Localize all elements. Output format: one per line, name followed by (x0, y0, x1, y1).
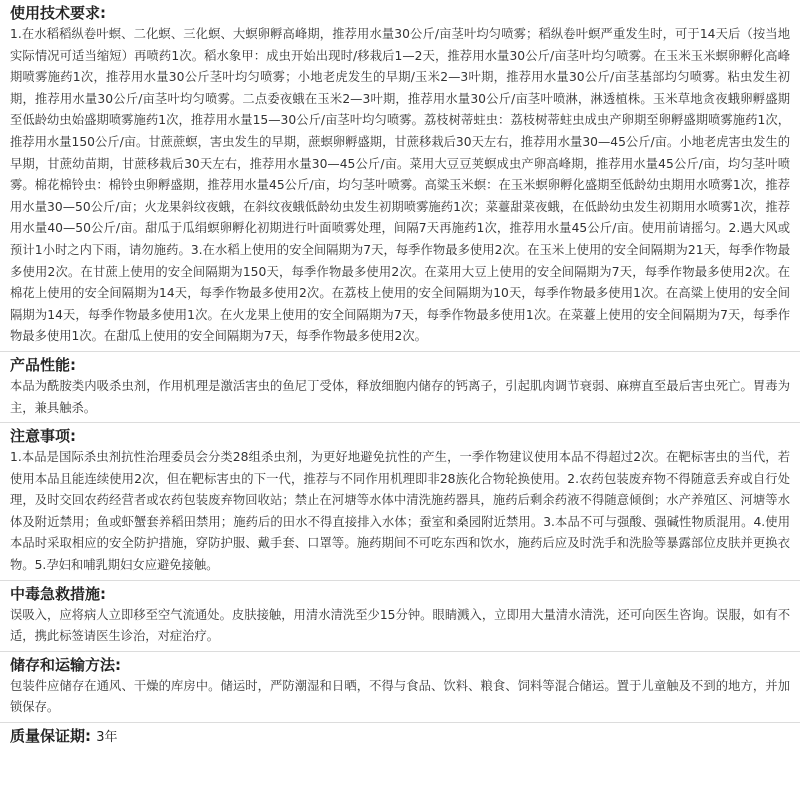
performance-section (0, 352, 800, 423)
usage-section (0, 0, 800, 352)
precautions-section (0, 423, 800, 581)
first-aid-heading: 中毒急救措施: (10, 584, 106, 603)
usage-text: 1.在水稻稻纵卷叶螟、二化螟、三化螟、大螟卵孵高峰期，推荐用水量30公斤/亩茎叶均匀喷雾；稻纵卷叶螟严重发生时，可于14天后（按当地实际情况可适当缩短）再喷药1次。稻水象甲：成虫开始出现时/移栽后1—2天，推荐用水量30公斤/亩茎叶均匀喷雾。在玉米玉米螟卵孵化高峰期喷雾施药1次，推荐用水量30公斤茎叶均匀喷雾；小地老虎发生的早期/玉米2—3叶期，推荐用水量30公斤/亩茎基部均匀喷雾。粘虫发生初期，推荐用水量30公斤/亩茎叶均匀喷雾。二点委夜蛾在玉米2—3叶期，推荐用水量30公斤/亩茎叶喷淋，淋透植株。玉米草地贪夜蛾卵孵盛期至低龄幼虫始盛期喷雾施药1次，推荐用水量15—30公斤/亩茎叶均匀喷雾。荔枝树蒂蛀虫：荔枝树蒂蛀虫成虫产卵期至卵孵盛期喷雾施药1次，推荐用水量150公斤/亩。甘蔗蔗螟，害虫发生的早期，蔗螟卵孵盛期，甘蔗移栽后30天左右，推荐用水量30—45公斤/亩。小地老虎害虫发生的早期，甘蔗幼苗期，甘蔗移栽后30天左右，推荐用水量30—45公斤/亩。菜用大豆豆荚螟成虫产卵高峰期，推荐用水量45公斤/亩，均匀茎叶喷雾。棉花棉铃虫：棉铃虫卵孵盛期，推荐用水量45公斤/亩，均匀茎叶喷雾。高粱玉米螟：在玉米螟卵孵化盛期至低龄幼虫期用水喷雾1次，推荐用水量30—50公斤/亩；火龙果斜纹夜蛾，在斜纹夜蛾低龄幼虫发生初期喷雾施药1次；菜薹甜菜夜蛾，在低龄幼虫发生初期用水喷雾1次，推荐用水量40—50公斤/亩。甜瓜于瓜绢螟卵孵化初期进行叶面喷雾处理，间隔7天再施药1次，推荐用水量45公斤/亩。使用前请摇匀。2.遇大风或预计1小时之内下雨，请勿施药。3.在水稻上使用的安全间隔期为7天，每季作物最多使用2次。在玉米上使用的安全间隔期为21天，每季作物最多使用2次。在甘蔗上使用的安全间隔期为150天，每季作物最多使用2次。在菜用大豆上使用的安全间隔期为7天，每季作物最多使用2次。在棉花上使用的安全间隔期为14天，每季作物最多使用2次。在荔枝上使用的安全间隔期为10天，每季作物最多使用1次。在高粱上使用的安全间隔期为14天，每季作物最多使用1次。在火龙果上使用的安全间隔期为7天，每季作物最多使用1次。在菜薹上使用的安全间隔期为7天，每季作物最多使用1次。在甜瓜上使用的安全间隔期为7天，每季作物最多使用2次。 (10, 27, 790, 344)
shelf-life-value: 3年 (96, 730, 118, 746)
shelf-life-section (0, 723, 800, 752)
performance-heading: 产品性能: (10, 355, 76, 374)
shelf-life-row (10, 725, 790, 749)
shelf-life-heading: 质量保证期: (10, 727, 91, 746)
precautions-heading: 注意事项: (10, 427, 76, 446)
storage-section (0, 652, 800, 723)
first-aid-section (0, 581, 800, 652)
first-aid-text: 误吸入，应将病人立即移至空气流通处。皮肤接触，用清水清洗至少15分钟。眼睛溅入，立即用大量清水清洗，还可向医生咨询。误服，如有不适，携此标签请医生诊治，对症治疗。 (10, 607, 790, 644)
storage-text: 包装件应储存在通风、干燥的库房中。储运时，严防潮湿和日晒，不得与食品、饮料、粮食、饲料等混合储运。置于儿童触及不到的地方，并加锁保存。 (10, 678, 790, 715)
performance-text: 本品为酰胺类内吸杀虫剂，作用机理是激活害虫的鱼尼丁受体，释放细胞内储存的钙离子，引起肌肉调节衰弱、麻痹直至最后害虫死亡。胃毒为主，兼具触杀。 (10, 378, 790, 415)
storage-heading: 储存和运输方法: (10, 655, 121, 674)
usage-heading: 使用技术要求: (10, 4, 106, 22)
precautions-text: 1.本品是国际杀虫剂抗性治理委员会分类28组杀虫剂，为更好地避免抗性的产生，一季作物建议使用本品不得超过2次。在靶标害虫的当代，若使用本品且能连续使用2次，但在靶标害虫的下一代，推荐与不同作用机理即非28族化合物轮换使用。2.农药包装废弃物不得随意丢弃或自行处理，及时交回农药经营者或农药包装废弃物回收站；禁止在河塘等水体中清洗施药器具，施药后剩余药液不得随意倾倒；水产养殖区、河塘等水体及附近禁用；鱼或虾蟹套养稻田禁用；施药后的田水不得直接排入水体；蚕室和桑园附近禁用。3.本品不可与强酸、强碱性物质混用。4.使用本品时采取相应的安全防护措施，穿防护服、戴手套、口罩等。施药期间不可吃东西和饮水，施药后应及时洗手和洗脸等暴露部位皮肤并更换衣物。5.孕妇和哺乳期妇女应避免接触。 (10, 450, 790, 573)
